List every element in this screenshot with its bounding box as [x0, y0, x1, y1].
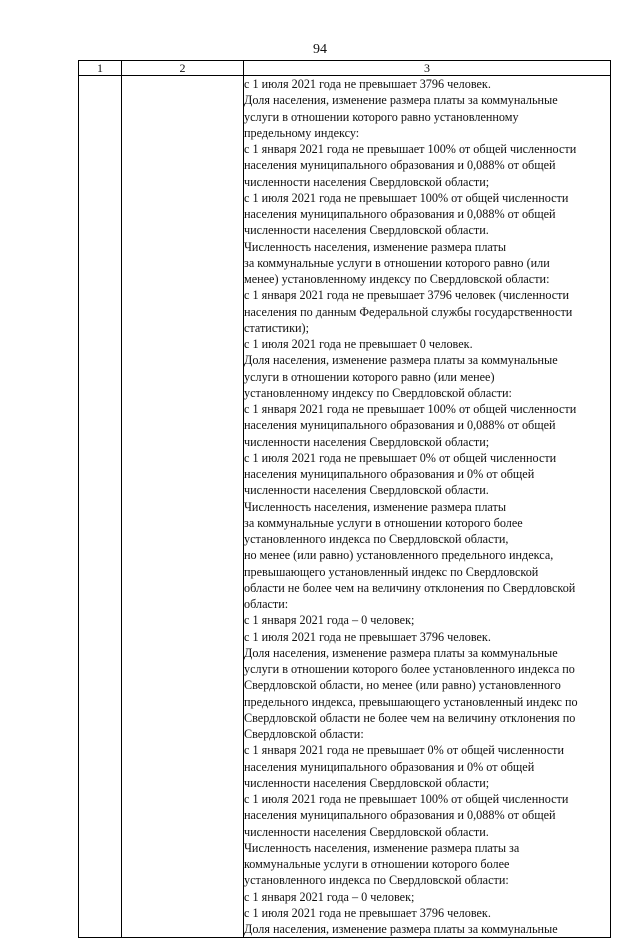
text-line: Доля населения, изменение размера платы за коммунальные — [244, 922, 558, 936]
text-line: численности населения Свердловской области. — [244, 483, 489, 498]
text-line: превышающего установленный индекс по Свердловской — [244, 564, 539, 579]
text-line: Доля населения, изменение размера платы за коммунальные — [244, 353, 558, 368]
text-line: численности населения Свердловской области; — [244, 434, 490, 449]
text-line: услуги в отношении которого равно установленному — [244, 109, 519, 124]
page-number: 94 — [313, 42, 327, 57]
text-line: установленного индекса по Свердловской области, — [244, 532, 509, 546]
text-line: населения по данным Федеральной службы государственности — [244, 304, 573, 319]
text-line: с 1 июля 2021 года не превышает 3796 человек. — [244, 629, 491, 644]
text-line: услуги в отношении которого более установленного индекса по — [244, 662, 575, 676]
text-line: населения муниципального образования и 0,088% от общей — [244, 158, 556, 173]
text-line: с 1 июля 2021 года не превышает 100% от общей численности — [244, 190, 569, 205]
text-line: с 1 января 2021 года – 0 человек; — [244, 889, 415, 904]
text-line: за коммунальные услуги в отношении которого более — [244, 515, 523, 530]
text-line: но менее (или равно) установленного предельного индекса, — [244, 548, 554, 563]
text-line: населения муниципального образования и 0,088% от общей — [244, 808, 556, 823]
text-line: с 1 июля 2021 года не превышает 100% от общей численности — [244, 792, 569, 806]
text-line: Численность населения, изменение размера платы — [244, 239, 507, 254]
text-line: с 1 января 2021 года – 0 человек; — [244, 613, 415, 628]
cell-column-1 — [79, 76, 122, 938]
text-line: коммунальные услуги в отношении которого более — [244, 857, 510, 871]
text-line: численности населения Свердловской области. — [244, 824, 489, 839]
text-line: с 1 января 2021 года не превышает 100% от общей численности — [244, 402, 577, 416]
column-header-1: 1 — [79, 61, 122, 76]
text-line: Доля населения, изменение размера платы за коммунальные — [244, 645, 558, 660]
text-line: установленного индекса по Свердловской области: — [244, 873, 509, 888]
column-header-2: 2 — [122, 61, 244, 76]
text-line: менее) установленному индексу по Свердловской области: — [244, 272, 550, 286]
text-line: населения муниципального образования и 0% от общей — [244, 759, 535, 774]
table-header-row — [79, 61, 611, 76]
text-line: области: — [244, 597, 289, 611]
text-line: Свердловской области, но менее (или равно) установленного — [244, 678, 561, 693]
text-line: с 1 июля 2021 года не превышает 3796 человек. — [244, 77, 491, 91]
column-header-3: 3 — [244, 61, 611, 76]
text-line: Численность населения, изменение размера платы — [244, 499, 507, 514]
text-line: области не более чем на величину отклонения по Свердловской — [244, 580, 576, 595]
text-line: с 1 июля 2021 года не превышает 0 человек. — [244, 337, 473, 351]
text-line: статистики); — [244, 320, 309, 335]
text-line: населения муниципального образования и 0% от общей — [244, 467, 535, 481]
text-line: с 1 января 2021 года не превышает 3796 человек (численности — [244, 288, 570, 303]
text-line: численности населения Свердловской области; — [244, 775, 490, 790]
text-line: установленному индексу по Свердловской области: — [244, 385, 512, 400]
cell-column-3 — [244, 76, 611, 938]
text-line: за коммунальные услуги в отношении которого равно (или — [244, 255, 550, 270]
cell-column-2 — [122, 76, 244, 938]
text-line: населения муниципального образования и 0,088% от общей — [244, 207, 556, 221]
text-line: Свердловской области не более чем на величину отклонения по — [244, 710, 576, 725]
text-line: Доля населения, изменение размера платы за коммунальные — [244, 93, 558, 108]
text-line: населения муниципального образования и 0,088% от общей — [244, 418, 556, 433]
table-row — [79, 76, 611, 938]
text-line: с 1 января 2021 года не превышает 100% от общей численности — [244, 142, 577, 156]
text-line: предельного индекса, превышающего установленный индекс по — [244, 694, 578, 709]
text-line: предельному индексу: — [244, 125, 360, 140]
text-line: численности населения Свердловской области. — [244, 223, 489, 238]
text-line: численности населения Свердловской области; — [244, 174, 490, 189]
text-line: с 1 января 2021 года не превышает 0% от общей численности — [244, 743, 565, 758]
text-line: с 1 июля 2021 года не превышает 0% от общей численности — [244, 450, 557, 465]
document-table — [78, 60, 611, 938]
text-line: услуги в отношении которого равно (или менее) — [244, 369, 495, 384]
text-line: Свердловской области: — [244, 727, 364, 741]
text-line: с 1 июля 2021 года не превышает 3796 человек. — [244, 905, 491, 920]
text-line: Численность населения, изменение размера платы за — [244, 840, 520, 855]
